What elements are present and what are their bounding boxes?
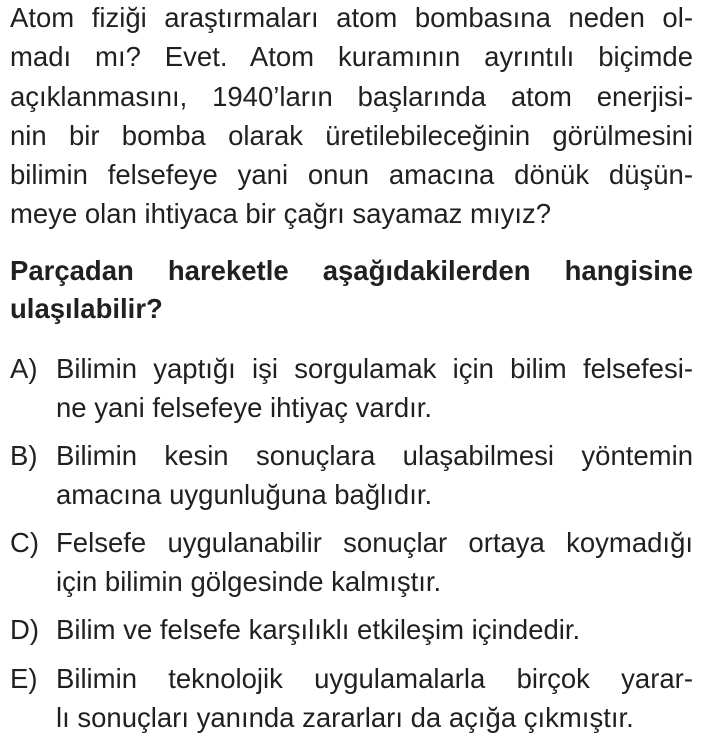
passage-line: bilimin felsefeye yani onun amacına dönük düşün- [10,159,693,190]
option-text-line: için bilimin gölgesinde kalmıştır. [56,566,442,597]
option-text-line: ne yani felsefeye ihtiyaç vardır. [56,392,433,423]
option-text-line: Bilimin teknolojik uygulamalarla birçok yarar- [56,663,693,694]
option-letter: D) [10,614,40,645]
passage-line: madı mı? Evet. Atom kuramının ayrıntılı biçimde [10,41,693,72]
passage-line: Atom fiziği araştırmaları atom bombasına neden ol- [10,2,693,33]
option-text-line: Bilimin yaptığı işi sorgulamak için bilim felsefesi- [56,353,693,384]
question-line: ulaşılabilir? [10,293,163,324]
passage-line: açıklanmasını, 1940’ların başlarında atom enerjisi- [10,81,693,112]
option-letter: E) [10,663,38,694]
option-letter: C) [10,527,40,558]
option-text-line: Felsefe uygulanabilir sonuçlar ortaya koymadığı [56,527,693,558]
option-letter: A) [10,353,38,384]
option-text-line: Bilim ve felsefe karşılıklı etkileşim içindedir. [56,614,581,645]
passage-line: meye olan ihtiyaca bir çağrı sayamaz mıyız? [10,198,552,229]
option-text-line: Bilimin kesin sonuçlara ulaşabilmesi yöntemin [56,440,693,471]
question-line: Parçadan hareketle aşağıdakilerden hangisine [10,255,693,286]
option-text-line: lı sonuçları yanında zararları da açığa çıkmıştır. [56,702,634,733]
option-letter: B) [10,440,38,471]
passage-line: nin bir bomba olarak üretilebileceğinin görülmesini [10,120,693,151]
option-text-line: amacına uygunluğuna bağlıdır. [56,479,433,510]
